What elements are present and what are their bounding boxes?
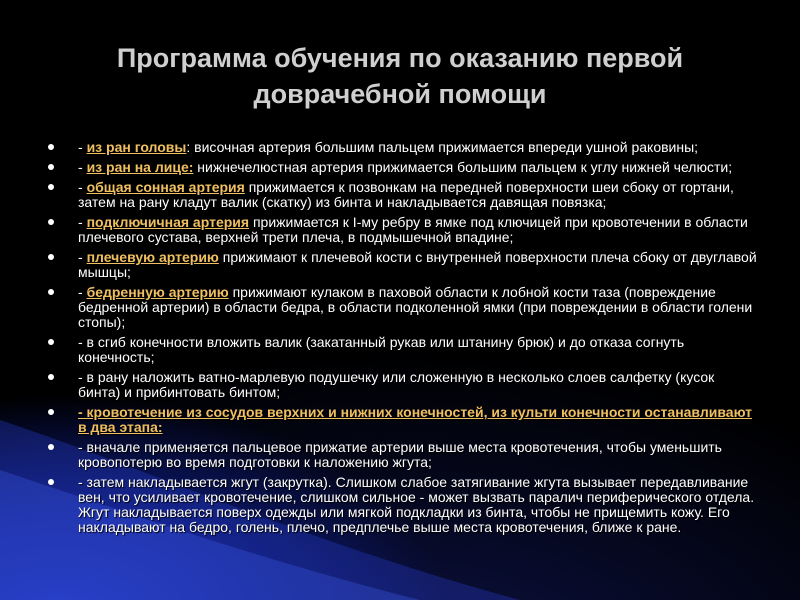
highlight-term: из ран головы <box>86 139 187 155</box>
list-item: - из ран на лице: нижнечелюстная артерия прижимается большим пальцем к углу нижней челюсти; <box>48 160 760 175</box>
bullet-icon <box>48 479 54 485</box>
list-item <box>48 405 760 435</box>
highlight-term: общая сонная артерия <box>86 179 245 195</box>
list-item: - затем накладывается жгут (закрутка). Слишком слабое затягивание жгута вызывает передавливание вен, что усиливает кровотечение, слишком сильное - может вызвать паралич периферического отдела. Жгут накладывается поверх одежды или мягкой подкладки из бинта, чтобы не прищемить кожу. Его накладывают на бедро, голень, плечо, предплечье выше места кровотечения, ближе к ране. <box>48 475 760 535</box>
bullet-icon <box>48 374 54 380</box>
list-item: - подключичная артерия прижимается к I-му ребру в ямке под ключицей при кровотечении в области плечевого сустава, верхней трети плеча, в подмышечной впадине; <box>48 215 760 245</box>
bullet-icon <box>48 254 54 260</box>
highlight-term: плечевую артерию <box>86 249 219 265</box>
bullet-icon <box>48 409 54 415</box>
bullet-icon <box>48 184 54 190</box>
bullet-list <box>48 140 760 540</box>
bullet-icon <box>48 339 54 345</box>
list-item: - общая сонная артерия прижимается к позвонкам на передней поверхности шеи сбоку от гортани, затем на рану кладут валик (скатку) из бинта и накладывается давящая повязка; <box>48 180 760 210</box>
bullet-icon <box>48 444 54 450</box>
list-item: - бедренную артерию прижимают кулаком в паховой области к лобной кости таза (повреждение бедренной артерии) в области бедра, в области подколенной ямки (при повреждении в области голени стопы); <box>48 285 760 330</box>
list-item: - вначале применяется пальцевое прижатие артерии выше места кровотечения, чтобы уменьшить кровопотерю во время подготовки к наложению жгута; <box>48 440 760 470</box>
highlight-term: бедренную артерию <box>86 284 229 300</box>
bullet-icon <box>48 289 54 295</box>
highlight-term: - кровотечение из сосудов верхних и нижних конечностей, из культи конечности останавливают в два этапа: <box>78 404 753 435</box>
bullet-icon <box>48 164 54 170</box>
list-item: - в сгиб конечности вложить валик (закатанный рукав или штанину брюк) и до отказа согнуть конечность; <box>48 335 760 365</box>
highlight-term: из ран на лице: <box>86 159 194 175</box>
slide-title: Программа обучения по оказанию первой доврачебной помощи <box>116 43 684 109</box>
list-item: - плечевую артерию прижимают к плечевой кости с внутренней поверхности плеча сбоку от двуглавой мышцы; <box>48 250 760 280</box>
list-item: - в рану наложить ватно-марлевую подушечку или сложенную в несколько слоев салфетку (кусок бинта) и прибинтовать бинтом; <box>48 370 760 400</box>
list-item: - из ран головы: височная артерия большим пальцем прижимается впереди ушной раковины; <box>48 140 760 155</box>
bullet-icon <box>48 219 54 225</box>
bullet-icon <box>48 144 54 150</box>
highlight-term: подключичная артерия <box>86 214 250 230</box>
